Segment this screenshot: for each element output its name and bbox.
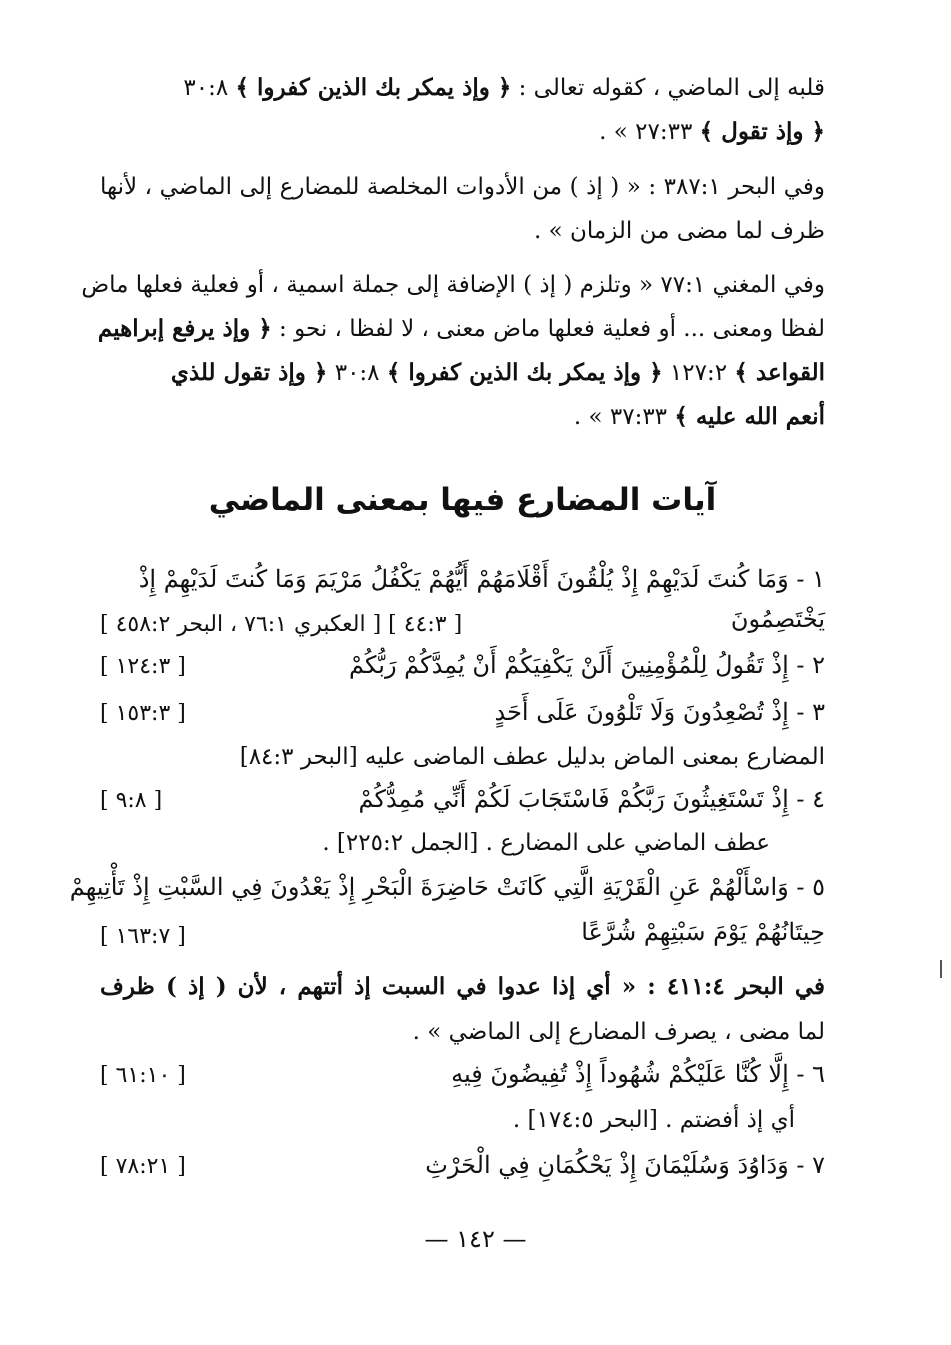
verse-7-line-1: ٧ - وَدَاوُدَ وَسُلَيْمَانَ إِذْ يَحْكُمَانِ فِي الْحَرْثِ bbox=[425, 1151, 825, 1179]
paragraph-3-line-3 bbox=[100, 356, 825, 390]
quran-quote: ﴿ وإذ تقول للذي bbox=[170, 359, 328, 386]
quran-quote: ﴿ وإذ يمكر بك الذين كفروا ﴾ bbox=[235, 74, 512, 101]
verse-6-note bbox=[100, 1103, 825, 1137]
scan-edge-mark bbox=[940, 960, 942, 978]
verse-4-line-1: ٤ - إِذْ تَسْتَغِيثُونَ رَبَّكُمْ فَاسْتَجَابَ لَكُمْ أَنِّي مُمِدُّكُمْ bbox=[358, 785, 825, 813]
paragraph-text: قلبه إلى الماضي ، كقوله تعالى : bbox=[511, 75, 825, 101]
verse-5-line-2: حِيتَانُهُمْ يَوْمَ سَبْتِهِمْ شُرَّعًا bbox=[581, 918, 825, 946]
paragraph-2-line-2: ظرف لما مضى من الزمان » . bbox=[534, 218, 825, 244]
paragraph-4-line-1: في البحر ٤١١:٤ : « أي إذا عدوا في السبت إذ أتتهم ، لأن ( إذ ) ظرف bbox=[100, 973, 826, 1000]
section-heading: آيات المضارع فيها بمعنى الماضي bbox=[208, 482, 717, 518]
verse-3-line-1: ٣ - إِذْ تُصْعِدُونَ وَلَا تَلْوُونَ عَلَى أَحَدٍ bbox=[494, 698, 825, 726]
verse-reference: ٣٠:٨ bbox=[327, 360, 387, 386]
paragraph-1-line-1 bbox=[100, 71, 825, 105]
quran-quote: ﴿ وإذ يرفع إبراهيم bbox=[97, 315, 272, 342]
verse-2-line-1: ٢ - إِذْ تَقُولُ لِلْمُؤْمِنِينَ أَلَنْ يَكْفِيَكُمْ أَنْ يُمِدَّكُمْ رَبُّكُمْ bbox=[349, 651, 825, 679]
quran-quote: القواعد ﴾ bbox=[734, 359, 825, 386]
paragraph-text: لفظا ومعنى ... أو فعلية فعلها ماض معنى ، لا لفظا ، نحو : bbox=[271, 316, 825, 342]
verse-reference: ٣٠:٨ bbox=[183, 75, 236, 101]
paragraph-2-line-1: وفي البحر ٣٨٧:١ : « ( إذ ) من الأدوات المخلصة للمضارع إلى الماضي ، لأنها bbox=[100, 174, 825, 200]
verse-1-line-2: يَخْتَصِمُونَ bbox=[730, 605, 825, 633]
verse-4-note bbox=[100, 826, 800, 860]
verse-7-reference: [ ٧٨:٢١ ] bbox=[100, 1154, 186, 1179]
page-number: — ١٤٢ — bbox=[424, 1225, 527, 1253]
note-text: أي إذ أفضتم . [البحر ١٧٤:٥] . bbox=[512, 1107, 795, 1133]
paragraph-3-line-4 bbox=[100, 400, 825, 434]
verse-reference: ٢٧:٣٣ » . bbox=[599, 119, 700, 145]
quran-quote: ﴿ وإذ تقول ﴾ bbox=[699, 118, 825, 145]
verse-1-line-1: ١ - وَمَا كُنتَ لَدَيْهِمْ إِذْ يُلْقُونَ أَقْلَامَهُمْ أَيُّهُمْ يَكْفُلُ مَرْيَمَ وَمَا كُنتَ لَدَيْهِمْ إِذْ bbox=[138, 565, 825, 593]
verse-5-line-1: ٥ - وَاسْأَلْهُمْ عَنِ الْقَرْيَةِ الَّتِي كَانَتْ حَاضِرَةَ الْبَحْرِ إِذْ يَعْدُونَ فِي السَّبْتِ إِذْ تَأْتِيهِمْ bbox=[69, 873, 825, 901]
paragraph-3-line-2 bbox=[97, 312, 825, 346]
paragraph-3-line-1: وفي المغني ٧٧:١ « وتلزم ( إذ ) الإضافة إلى جملة اسمية ، أو فعلية فعلها ماض bbox=[81, 272, 825, 298]
quran-quote: أنعم الله عليه ﴾ bbox=[674, 403, 825, 430]
verse-4-reference: [ ٩:٨ ] bbox=[100, 788, 163, 813]
verse-2-reference: [ ١٢٤:٣ ] bbox=[100, 654, 186, 679]
verse-reference: ١٢٧:٢ bbox=[662, 360, 735, 386]
verse-6-reference: [ ٦١:١٠ ] bbox=[100, 1063, 186, 1088]
verse-reference: ٣٧:٣٣ » . bbox=[573, 404, 675, 430]
verse-5-reference: [ ١٦٣:٧ ] bbox=[100, 924, 186, 949]
verse-3-reference: [ ١٥٣:٣ ] bbox=[100, 701, 186, 726]
quran-quote: ﴿ وإذ يمكر بك الذين كفروا ﴾ bbox=[386, 359, 663, 386]
verse-6-line-1: ٦ - إِلَّا كُنَّا عَلَيْكُمْ شُهُوداً إِذْ تُفِيضُونَ فِيهِ bbox=[451, 1060, 825, 1088]
paragraph-1-line-2 bbox=[100, 115, 825, 149]
verse-3-note: المضارع بمعنى الماض بدليل عطف الماضى عليه [البحر ٨٤:٣] bbox=[239, 744, 825, 770]
note-text: عطف الماضي على المضارع . [الجمل ٢٢٥:٢] . bbox=[322, 830, 770, 856]
paragraph-4-line-2: لما مضى ، يصرف المضارع إلى الماضي » . bbox=[412, 1019, 825, 1045]
verse-1-reference: [ ٤٤:٣ ] [ العكبري ٧٦:١ ، البحر ٤٥٨:٢ ] bbox=[100, 612, 463, 637]
